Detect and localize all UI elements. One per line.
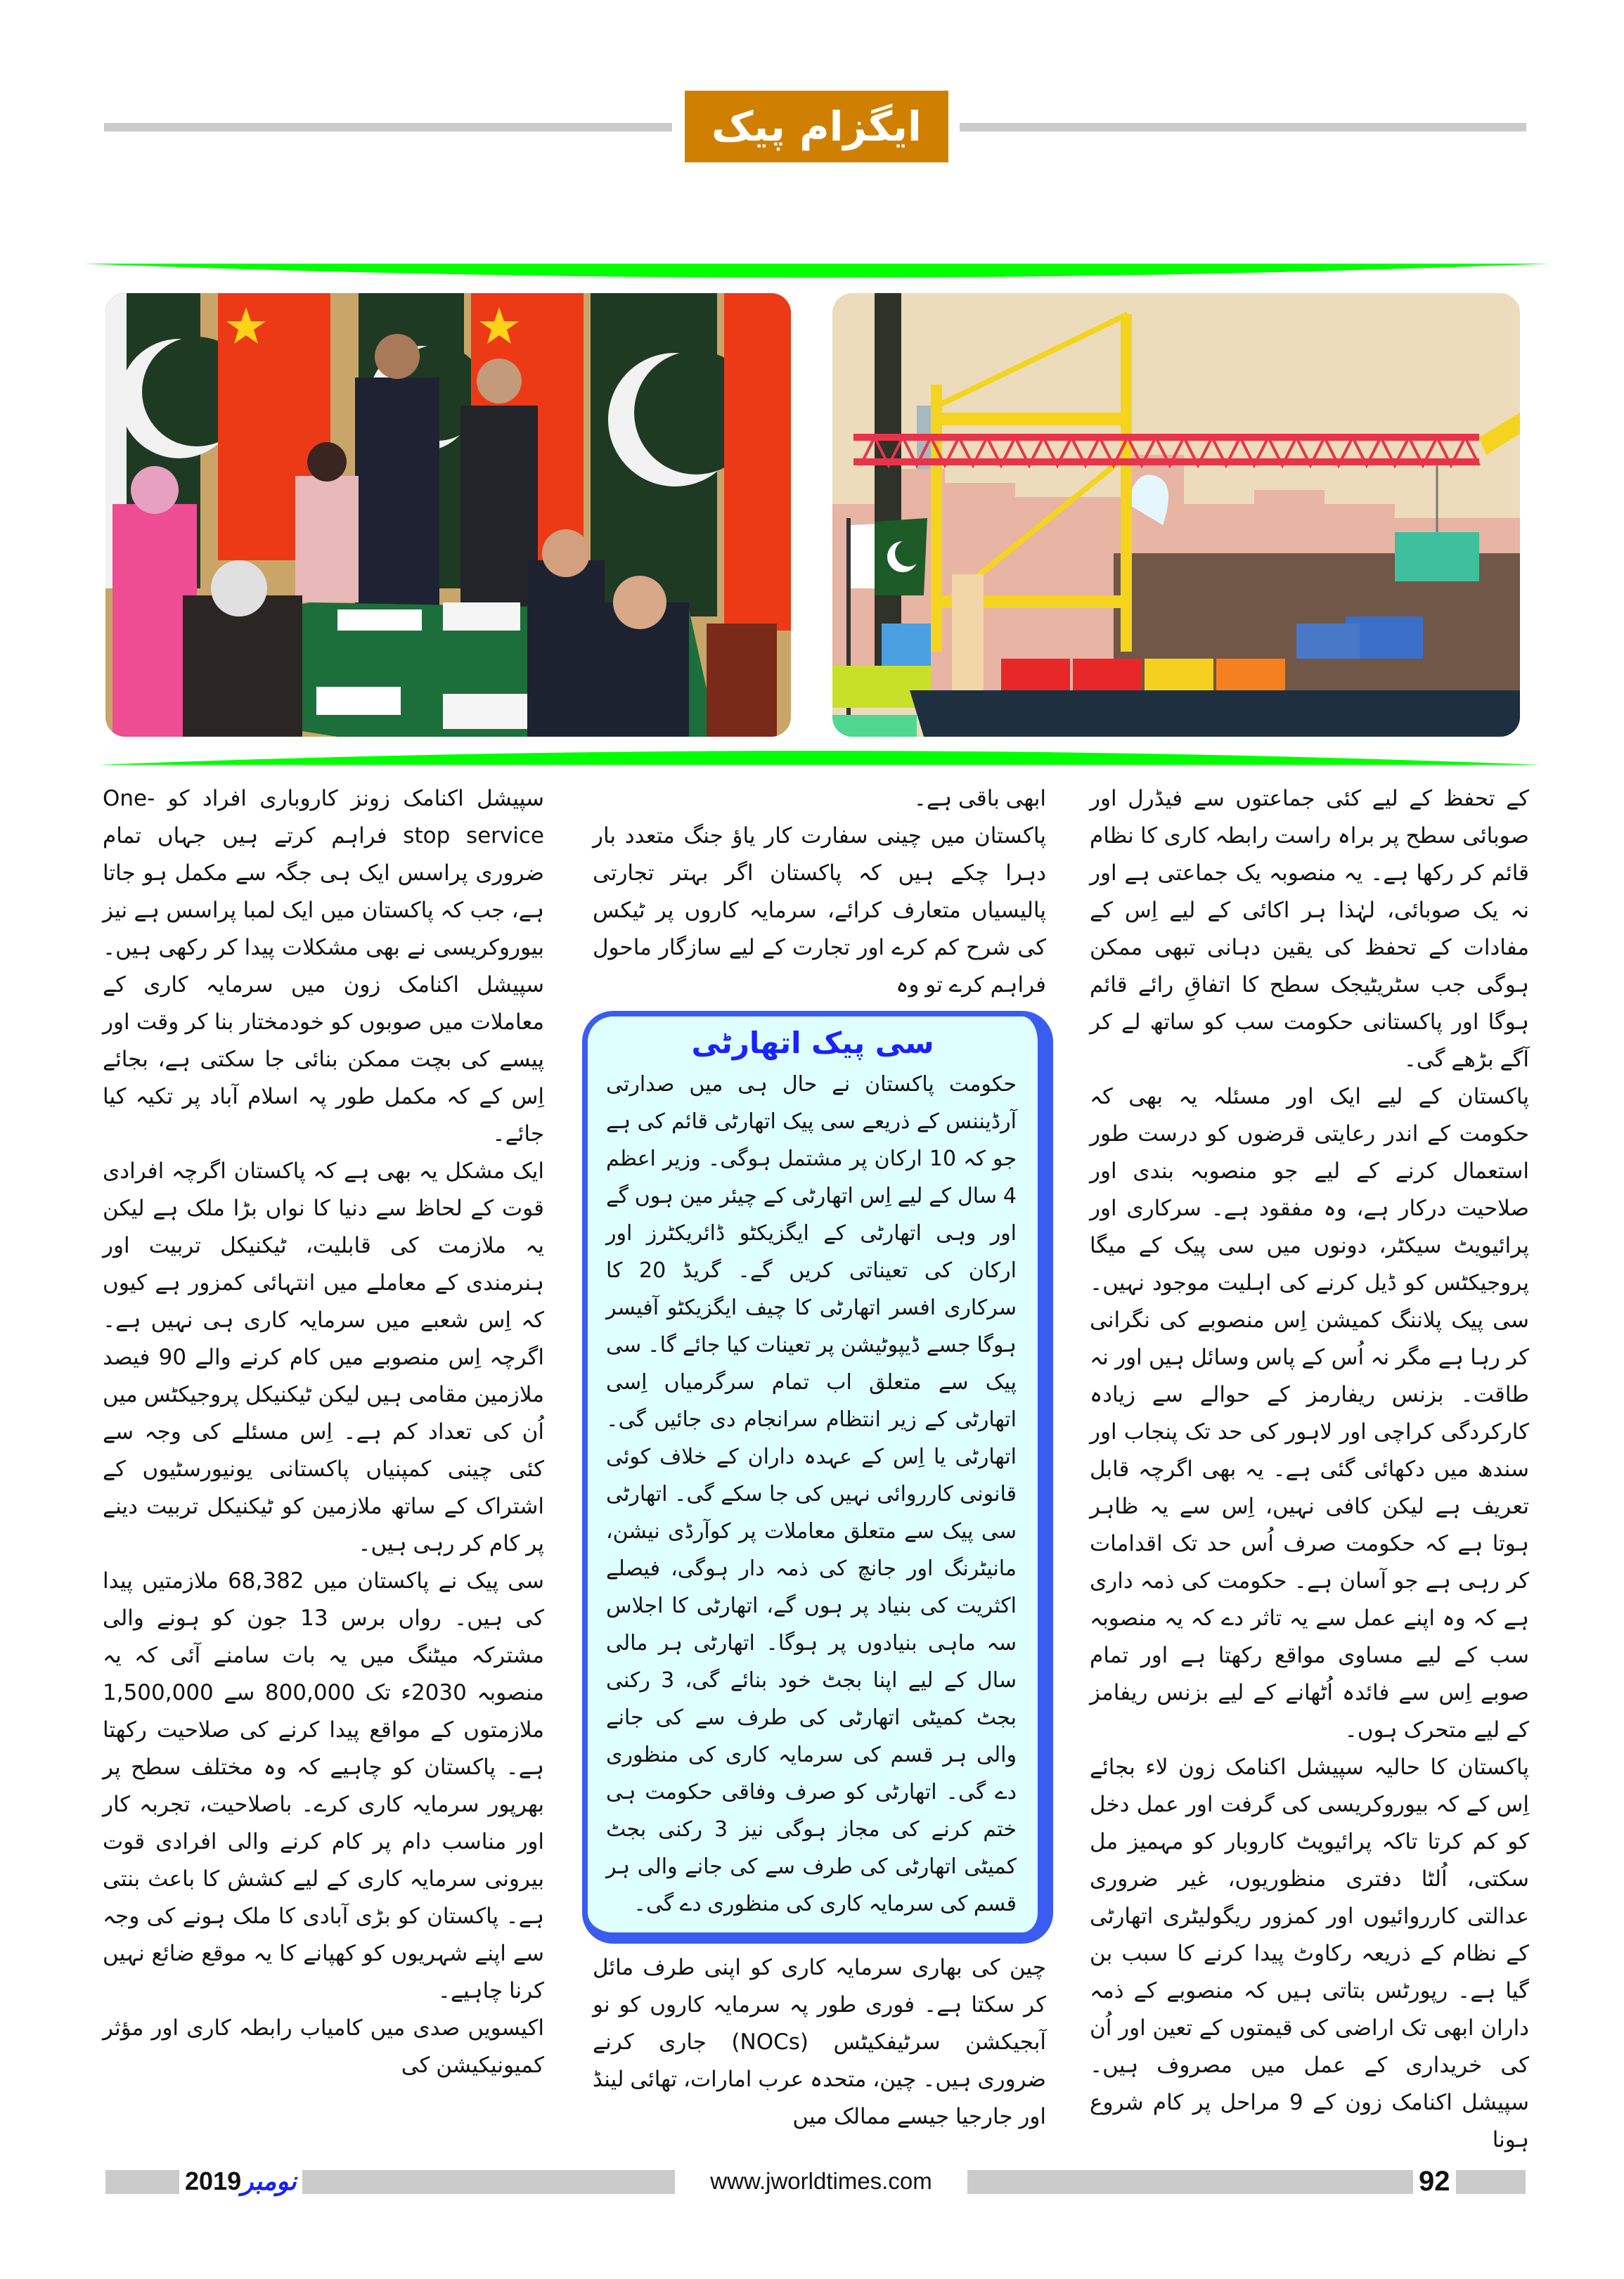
sidebar-box-body: حکومت پاکستان نے حال ہی میں صدارتی آرڈیننس کے ذریعے سی پیک اتھارٹی قائم کی ہے جو کہ 10 ارکان پر مشتمل ہوگی۔ وزیر اعظم 4 سال کے لیے اِس اتھارٹی کے چیئر مین ہوں گے اور وہی اتھارٹی کے ایگزیکٹو ڈائریکٹرز اور ارکان کی تعیناتی کریں گے۔ گریڈ 20 کا سرکاری افسر اتھارٹی کا چیف ایگزیکٹو آفیسر ہوگا جسے ڈیپوٹیشن پر تعینات کیا جائے گا۔ سی پیک سے متعلق اب تمام سرگرمیاں اِسی اتھارٹی کے زیر انتظام سرانجام دی جائیں گی۔ اتھارٹی یا اِس کے عہدہ داران کے خلاف کوئی قانونی کارروائی نہیں کی جا سکے گی۔ اتھارٹی سی پیک سے متعلق معاملات پر کوآرڈی نیشن، مانیٹرنگ اور جانچ کی ذمہ دار ہوگی، فیصلے اکثریت کی بنیاد پر ہوں گے، اتھارٹی کا اجلاس سہ ماہی بنیادوں پر ہوگا۔ اتھارٹی ہر مالی سال کے لیے اپنا بجٹ خود بنائے گی، 3 رکنی بجٹ کمیٹی اتھارٹی کی طرف سے کی جانے والی ہر قسم کی سرمایہ کاری کی منظوری دے گی۔ اتھارٹی کو صرف وفاقی حکومت ہی ختم کرنے کی مجاز ہوگی نیز 3 رکنی بجٹ کمیٹی اتھارٹی کی طرف سے کی جانے والی ہر قسم کی سرمایہ کاری کی منظوری دے گی۔ — [606, 1072, 1017, 1916]
header-rule-right — [960, 123, 1526, 131]
section-title — [685, 91, 948, 162]
paragraph: پاکستان میں چینی سفارت کار یاؤ جنگ متعدد بار دہرا چکے ہیں کہ پاکستان اگر بہتر تجارتی پالیسیاں متعارف کرائے، سرمایہ کاروں پر ٹیکس کی شرح کم کرے اور تجارت کے لیے سازگار ماحول فراہم کرے تو وہ — [593, 823, 1046, 998]
green-divider-top — [83, 264, 1550, 279]
footer-issue-date — [179, 2165, 302, 2197]
paragraph: ایک مشکل یہ بھی ہے کہ پاکستان اگرچہ افرادی قوت کے لحاظ سے دنیا کا نواں بڑا ملک ہے لیکن یہ ملازمت کی قابلیت، ٹیکنیکل تربیت اور ہنرمندی کے معاملے میں انتہائی کمزور ہے کیوں کہ اِس شعبے میں سرمایہ کاری ہی نہیں ہے۔ اگرچہ اِس منصوبے میں کام کرنے والے 90 فیصد ملازمین مقامی ہیں لیکن ٹیکنیکل پروجیکٹس میں اُن کی تعداد کم ہے۔ اِس مسئلے کی وجہ سے کئی چینی کمپنیاں پاکستانی یونیورسٹیوں کے اشتراک کے ساتھ ملازمین کو ٹیکنیکل تربیت دینے پر کام کر رہی ہیں۔ — [103, 1158, 545, 1556]
paragraph: چین کی بھاری سرمایہ کاری کو اپنی طرف مائل کر سکتا ہے۔ فوری طور پہ سرمایہ کاروں کو نو آبجیکشن سرٹیفکیٹس (NOCs) جاری کرنے ضروری ہیں۔ چین، متحدہ عرب امارات، تھائی لینڈ اور جارجیا جیسے ممالک میں — [593, 1955, 1046, 2129]
cpec-authority-sidebar-box — [582, 1011, 1053, 1944]
section-title-text: ایگزام پیک — [711, 103, 922, 150]
paragraph: پاکستان کے لیے ایک اور مسئلہ یہ بھی کہ حکومت کے اندر رعایتی قرضوں کو درست طور استعمال کرنے کے لیے جو منصوبہ بندی اور صلاحیت درکار ہے، وہ مفقود ہے۔ سرکاری اور پرائیویٹ سیکٹر، دونوں میں سی پیک کے میگا پروجیکٹس کو ڈیل کرنے کی اہلیت موجود نہیں۔ سی پیک پلاننگ کمیشن اِس منصوبے کی نگرانی کر رہا ہے مگر نہ اُس کے پاس وسائل ہیں اور نہ طاقت۔ بزنس ریفارمز کے حوالے سے زیادہ کارکردگی کراچی اور لاہور کی حد تک پنجاب اور سندھ میں دکھائی گئی ہے۔ یہ بھی اگرچہ قابل تعریف ہے لیکن کافی نہیں، اِس سے یہ ظاہر ہوتا ہے کہ حکومت صرف اُس حد تک اقدامات کر رہی ہے جو آسان ہے۔ حکومت کی ذمہ داری ہے کہ وہ اپنے عمل سے یہ تاثر دے کہ یہ منصوبہ سب کے لیے مساوی مواقع رکھتا ہے اور تمام صوبے اِس سے فائدہ اُٹھانے کے لیے بزنس ریفامز کے لیے متحرک ہوں۔ — [1090, 1084, 1529, 1743]
port-crane-illustration — [832, 293, 1520, 737]
paragraph: ابھی باقی ہے۔ — [913, 786, 1046, 811]
article-column-right — [1090, 780, 1529, 2159]
sidebar-box-title: سی پیک اتھارٹی — [691, 1026, 934, 1060]
footer-website[interactable]: www.jworldtimes.com — [675, 2165, 967, 2197]
paragraph: اکیسویں صدی میں کامیاب رابطہ کاری اور مؤثر کمیونیکیشن کی — [103, 2015, 544, 2078]
paragraph: سپیشل اکنامک زونز کاروباری افراد کو One-stop service فراہم کرتے ہیں جہاں تمام ضروری پراسس ایک ہی جگہ سے مکمل ہو جاتا ہے، جب کہ پاکستان میں ایک لمبا پراسس ہے نیز بیوروکریسی نے بھی مشکلات پیدا کر رکھی ہیں۔ سپیشل اکنامک زون میں سرمایہ کاری کے معاملات میں صوبوں کو خودمختار بنا کر وقت اور پیسے کی بچت ممکن بنائی جا سکتی ہے، بجائے اِس کے کہ مکمل طور پہ اسلام آباد پر تکیہ کیا جائے۔ — [103, 786, 544, 1147]
article-column-left — [103, 780, 544, 2084]
article-column-middle-bottom — [582, 1949, 1053, 2136]
page-number: 92 — [1413, 2165, 1456, 2197]
signing-ceremony-photo — [105, 293, 791, 737]
paragraph: سی پیک نے پاکستان میں 68,382 ملازمتیں پیدا کی ہیں۔ رواں برس 13 جون کو ہونے والی مشترکہ میٹنگ میں یہ بات سامنے آئی کہ یہ منصوبہ 2030ء تک 800,000 سے 1,500,000 ملازمتوں کے مواقع پیدا کرنے کی صلاحیت رکھتا ہے۔ پاکستان کو چاہیے کہ وہ مختلف سطح پر بھرپور سرمایہ کاری کرے۔ باصلاحیت، تجربہ کار اور مناسب دام پر کام کرنے والی افرادی قوت بیرونی سرمایہ کاری کے لیے کشش کا باعث بنتی ہے۔ پاکستان کو بڑی آبادی کا ملک ہونے کی وجہ سے اپنے شہریوں کو کھپانے کا یہ موقع ضائع نہیں کرنا چاہیے۔ — [103, 1568, 544, 2003]
footer-month: نومبر — [241, 2167, 297, 2195]
green-divider-bottom — [98, 749, 1540, 765]
header-rule-left — [104, 123, 672, 131]
paragraph: پاکستان کا حالیہ سپیشل اکنامک زون لاء بجائے اِس کے کہ بیوروکریسی کی گرفت اور عمل دخل کو کم کرتا تاکہ پرائیویٹ کاروبار کو مہمیز مل سکتی، اُلٹا دفتری منظوریوں، غیر ضروری عدالتی کارروائیوں اور کمزور ریگولیٹری اتھارٹی کے نظام کے ذریعہ رکاوٹ پیدا کرنے کا سبب بن گیا ہے۔ رپورٹس بتاتی ہیں کہ منصوبے کے ذمہ داران ابھی تک اراضی کی قیمتوں کے تعین اور اُن کی خریداری کے عمل میں مصروف ہیں۔ سپیشل اکنامک زون کے 9 مراحل پر کام شروع ہونا — [1090, 1755, 1529, 2152]
article-column-middle-top — [582, 780, 1053, 1004]
paragraph: کے تحفظ کے لیے کئی جماعتوں سے فیڈرل اور صوبائی سطح پر براہ راست رابطہ کاری کا نظام قائم کر رکھا ہے۔ یہ منصوبہ یک جماعتی ہے اور نہ یک صوبائی، لہٰذا ہر اکائی کے لیے اِس کے مفادات کے تحفظ کی یقین دہانی تبھی ممکن ہوگی جب سٹریٹیجک سطح کا اتفاقِ رائے قائم ہوگا اور پاکستانی حکومت سب کو ساتھ لے کر آگے بڑھے گی۔ — [1090, 786, 1529, 1072]
article-column-middle — [582, 780, 1053, 2136]
footer-year: 2019 — [185, 2167, 242, 2195]
